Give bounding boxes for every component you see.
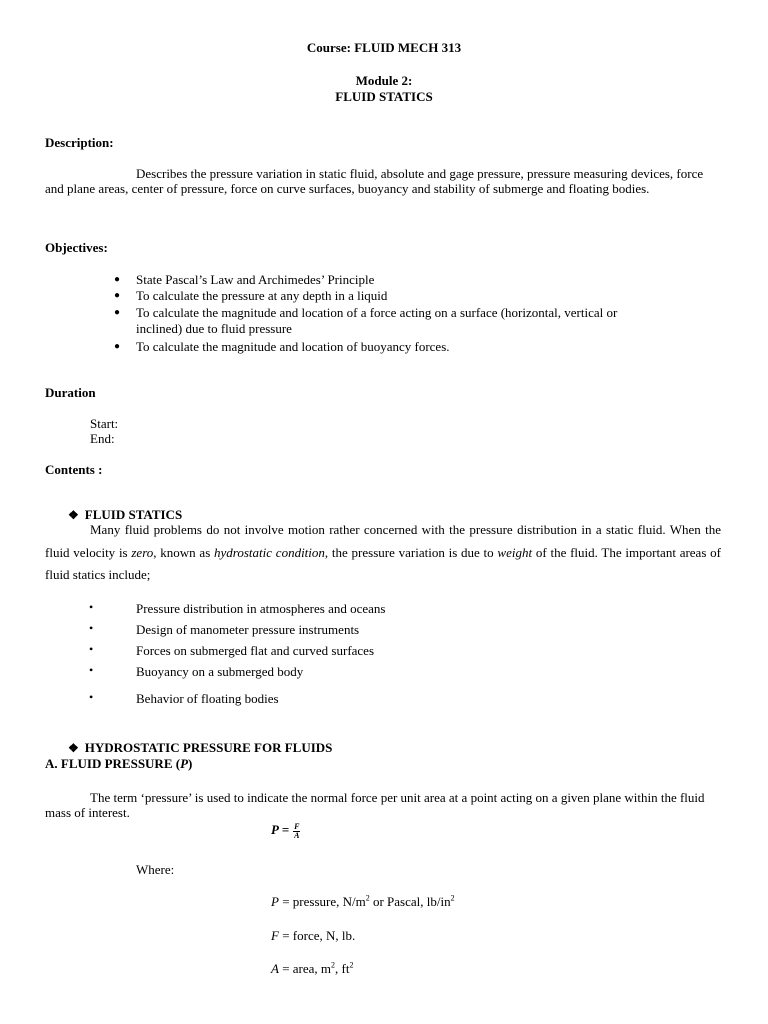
description-text xyxy=(45,166,721,196)
bullet-icon: ● xyxy=(114,290,121,301)
fs-text: fluid. When the fluid velocity is xyxy=(45,522,722,560)
description-line2: devices, force and plane areas, center of pressure, force on curve surfaces, buoyancy and stability of submerge and floating bodies. xyxy=(45,166,704,196)
pressure-definition xyxy=(45,790,721,820)
fluid-statics-item: Design of manometer pressure instruments xyxy=(136,622,360,637)
fluid-pressure-subheading xyxy=(45,756,192,772)
def-text: = pressure, N/m xyxy=(278,894,366,909)
bullet-icon: ● xyxy=(114,274,121,285)
definition-force xyxy=(271,928,355,944)
fluid-statics-paragraph xyxy=(45,519,721,587)
fluid-statics-item: Buoyancy on a submerged body xyxy=(136,664,304,679)
def-superscript: 2 xyxy=(331,960,336,970)
def-superscript: 2 xyxy=(450,893,455,903)
bullet-icon: ● xyxy=(114,307,121,318)
def-text: or Pascal, lb/in xyxy=(369,894,451,909)
bullet-icon: • xyxy=(89,600,94,614)
def-superscript: 2 xyxy=(365,893,370,903)
course-title: Course: FLUID MECH 313 xyxy=(306,40,462,55)
bullet-icon: ● xyxy=(114,341,121,352)
fluid-statics-item: Behavior of floating bodies xyxy=(136,691,279,706)
description-line1: Describes the pressure variation in static fluid, absolute and gage pressure, pressure measuring xyxy=(136,166,628,181)
duration-heading: Duration xyxy=(45,385,96,400)
duration-start: Start: xyxy=(90,416,119,431)
bullet-icon: • xyxy=(89,621,94,635)
pressure-def-line1: The term ‘pressure’ is used to indicate the normal force per unit area at a point acting on a given plane xyxy=(90,790,622,805)
fluid-statics-title: FLUID STATICS xyxy=(84,507,183,522)
objectives-heading: Objectives: xyxy=(45,240,108,255)
where-label: Where: xyxy=(136,862,175,877)
def-text: , ft xyxy=(335,961,350,976)
fs-emph-hydrostatic: hydrostatic condition xyxy=(214,544,325,560)
fs-text: of xyxy=(532,544,547,560)
contents-heading: Contents : xyxy=(45,462,103,477)
formula-numerator: F xyxy=(294,821,300,831)
bullet-icon: • xyxy=(89,663,94,677)
fs-line1: Many fluid problems do not involve motion rather concerned with the pressure distribution in a static xyxy=(90,522,634,537)
formula-fraction xyxy=(293,823,300,840)
def-text: = area, m xyxy=(278,961,332,976)
subheading-symbol: P xyxy=(180,756,189,771)
hydrostatic-heading xyxy=(68,740,332,756)
pressure-def-line2: within the fluid mass of interest. xyxy=(45,790,705,820)
bullet-icon: • xyxy=(89,690,94,704)
def-symbol: A xyxy=(271,961,279,976)
definition-area xyxy=(271,961,354,977)
subheading-text: A. FLUID PRESSURE ( xyxy=(45,756,181,771)
objective-item: State Pascal’s Law and Archimedes’ Principle xyxy=(136,272,375,287)
definition-pressure xyxy=(271,894,455,910)
def-superscript: 2 xyxy=(349,960,354,970)
fs-emph-weight: weight xyxy=(497,544,533,560)
def-text: = force, N, lb. xyxy=(278,928,356,943)
fluid-statics-item: Forces on submerged flat and curved surfaces xyxy=(136,643,375,658)
module-title: FLUID STATICS xyxy=(335,89,433,104)
objective-item-continued: inclined) due to fluid pressure xyxy=(136,321,292,336)
objective-item: To calculate the magnitude and location of buoyancy forces. xyxy=(136,339,450,354)
diamond-bullet-icon: ❖ xyxy=(68,508,79,522)
formula-lhs: P = xyxy=(271,822,290,837)
fluid-statics-item: Pressure distribution in atmospheres and oceans xyxy=(136,601,386,616)
formula-denominator: A xyxy=(294,830,300,840)
fs-text: , the pressure variation is due to xyxy=(324,544,498,560)
fs-emph-zero: zero xyxy=(131,544,154,560)
duration-end: End: xyxy=(90,431,115,446)
fs-line3: the fluid. The important areas of fluid statics include; xyxy=(45,544,721,582)
objective-item: To calculate the magnitude and location of a force acting on a surface (horizontal, vertical or xyxy=(136,305,618,320)
pressure-formula xyxy=(271,822,300,840)
diamond-bullet-icon: ❖ xyxy=(68,741,79,755)
def-symbol: F xyxy=(271,928,279,943)
objective-item: To calculate the pressure at any depth in a liquid xyxy=(136,288,388,303)
subheading-text: ) xyxy=(188,756,193,771)
def-symbol: P xyxy=(271,894,279,909)
description-heading: Description: xyxy=(45,135,114,150)
module-label: Module 2: xyxy=(355,73,413,88)
fs-text: , known as xyxy=(153,544,215,560)
bullet-icon: • xyxy=(89,642,94,656)
hydrostatic-title: HYDROSTATIC PRESSURE FOR FLUIDS xyxy=(84,740,333,755)
